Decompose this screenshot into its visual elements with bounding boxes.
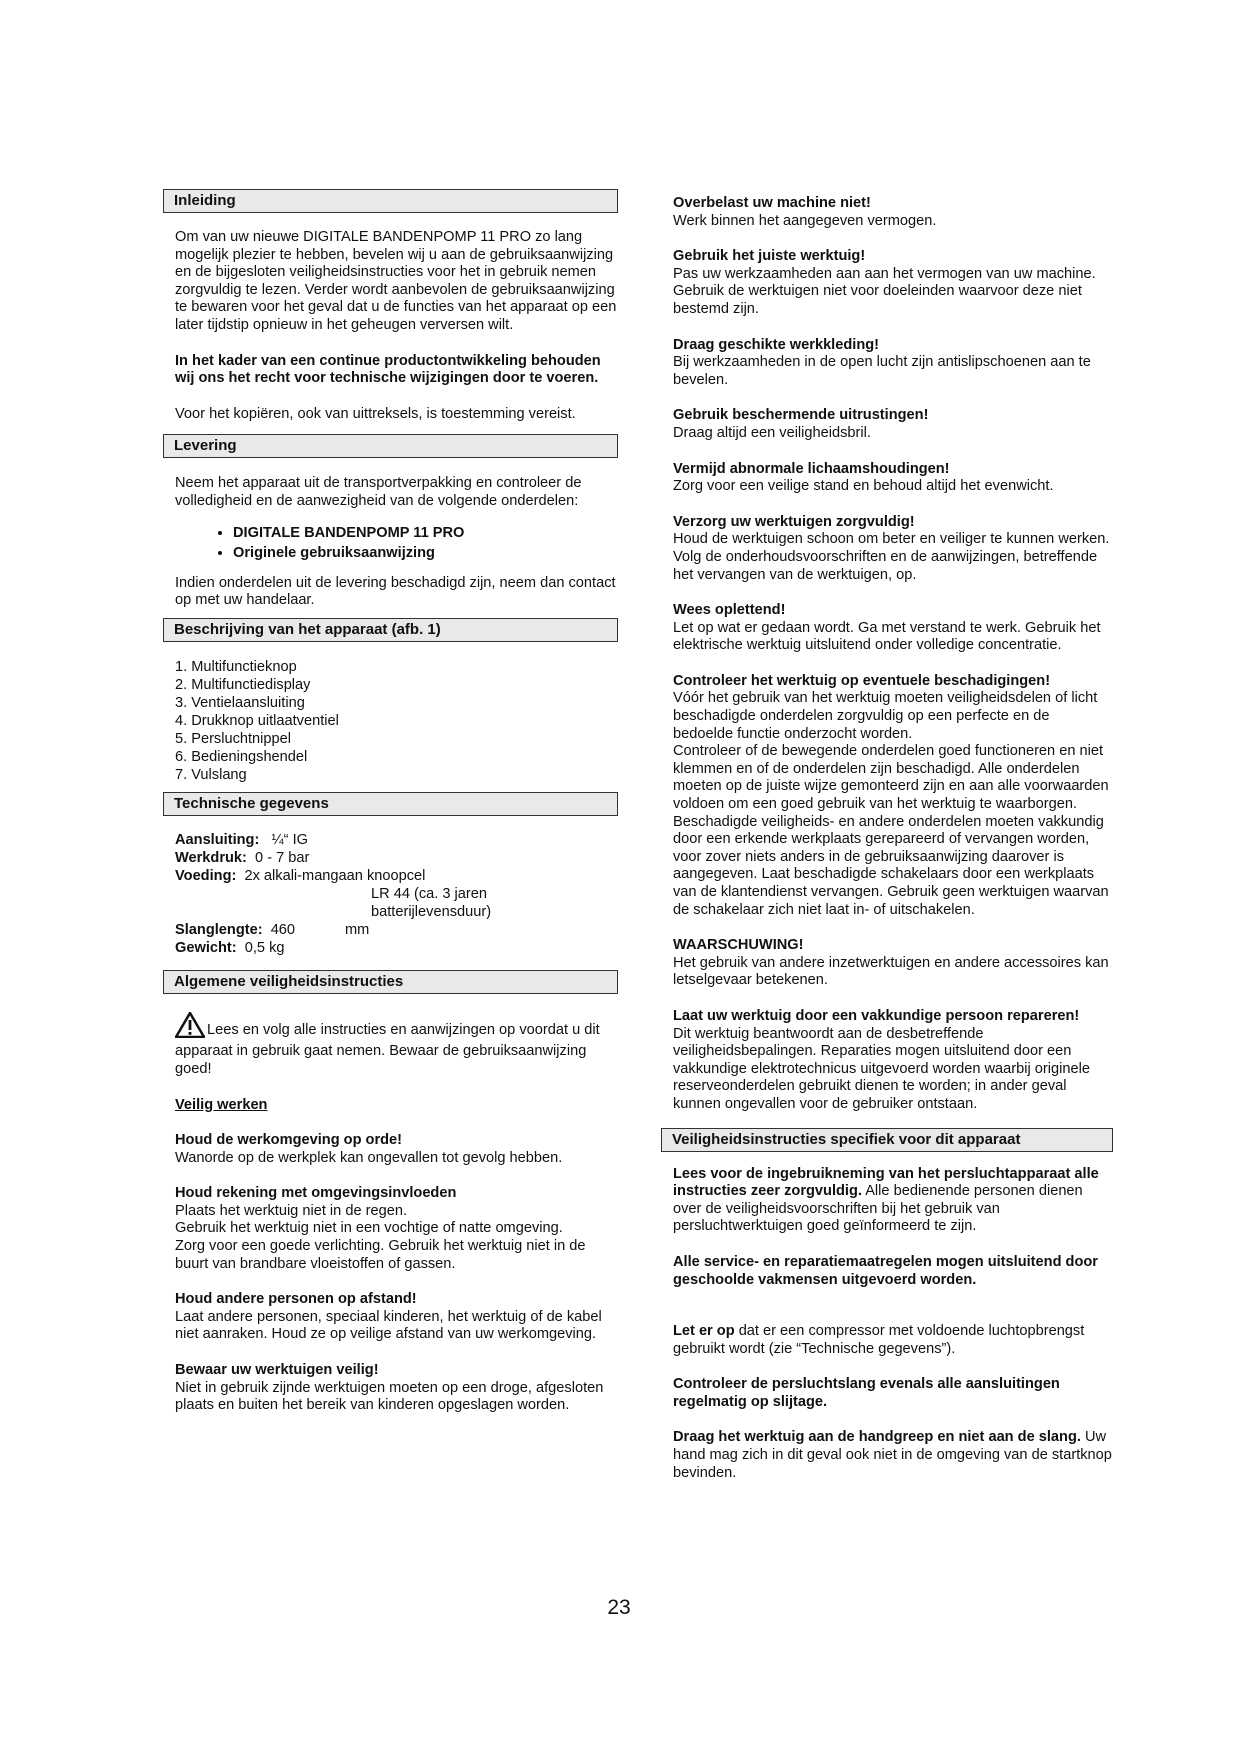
safety-heading: Verzorg uw werktuigen zorgvuldig! — [673, 513, 915, 530]
safety-text: Houd de werktuigen schoon om beter en veiliger te kunnen werken. — [673, 531, 1110, 548]
section-header-delivery: Levering — [163, 434, 618, 458]
safety-text: Niet in gebruik zijnde werktuigen moeten op een droge, afgesloten plaats en buiten het bereik van kinderen opgeslagen worden. — [175, 1379, 604, 1414]
specific-instruction-bold: Lees voor de ingebruikneming van het persluchtapparaat alle instructies zeer zorgvuldig. — [673, 1165, 1099, 1200]
parts-list-item: 1. Multifunctieknop — [175, 658, 297, 675]
specific-instruction — [673, 1429, 1113, 1482]
intro-disclaimer: In het kader van een continue productontwikkeling behouden wij ons het recht voor technische wijzigingen door te voeren. — [175, 352, 601, 387]
safety-heading: Overbelast uw machine niet! — [673, 195, 871, 211]
section-header-technical: Technische gegevens — [163, 792, 618, 816]
warning-triangle-icon — [175, 1012, 205, 1044]
battery-line-2: batterijlevensduur) — [371, 903, 492, 920]
weight-value: 0,5 kg — [244, 939, 285, 956]
safety-text: Het gebruik van andere inzetwerktuigen en andere accessoires kan letselgevaar betekenen. — [673, 954, 1109, 989]
safety-text: Controleer of de bewegende onderdelen goed functioneren en niet klemmen en of de onderdelen zijn beschadigd. Alle onderdelen moeten op de juiste wijze gemonteerd zijn en aan alle voorwaarden voldoen om een goed gebruik van het werktuig te waarborgen. Beschadigde veiligheids- en andere onderdelen moeten vakkundig door een erkende werkplaats gerepareerd of vervangen worden, voor zover niets anders in de gebruiksaanwijzing daarover is aangegeven. Laat beschadigde schakelaars door een werkplaats van de klantendienst vervangen. Gebruik geen werktuigen waarvan de schakelaar zich niet laat in- of uitschakelen. — [673, 743, 1109, 918]
safety-warning-paragraph — [163, 1012, 618, 1079]
specific-instruction-bold: Draag het werktuig aan de handgreep en niet aan de slang. — [673, 1429, 1081, 1446]
hose-length-value: 460 — [270, 921, 296, 938]
connection-value: ¼“ IG — [271, 831, 308, 848]
safety-text: Laat andere personen, speciaal kinderen, het werktuig of de kabel niet aanraken. Houd ze op veilige afstand van uw werkomgeving. — [175, 1308, 602, 1343]
power-label: Voeding: — [175, 867, 237, 884]
delivery-list — [163, 523, 618, 563]
safety-text: Let op wat er gedaan wordt. Ga met verstand te werk. Gebruik het elektrische werktuig uitsluitend onder volledige concentratie. — [673, 619, 1101, 654]
section-header-intro: Inleiding — [163, 189, 618, 213]
parts-list — [163, 658, 618, 784]
safety-heading: Gebruik het juiste werktuig! — [673, 248, 866, 265]
specific-instruction-text: Alle bedienende personen dienen over de veiligheidsvoorschriften bij het gebruik van persluchtwerktuigen goed geïnformeerd te zijn. — [673, 1183, 1083, 1235]
safety-text: Vóór het gebruik van het werktuig moeten veiligheidsdelen of licht beschadigde onderdelen zorgvuldig op een perfecte en de bedoelde functie onderzocht worden. — [673, 690, 1098, 742]
safety-text: Pas uw werkzaamheden aan aan het vermogen van uw machine. Gebruik de werktuigen niet voor doeleinden waarvoor deze niet bestemd zijn. — [673, 265, 1096, 317]
safety-heading: Houd rekening met omgevingsinvloeden — [175, 1185, 457, 1202]
safety-heading: Bewaar uw werktuigen veilig! — [175, 1362, 379, 1379]
specific-instruction-text: dat er een compressor met voldoende luchtopbrengst gebruikt wordt (zie “Technische gegevens”). — [673, 1323, 1085, 1357]
intro-copyright: Voor het kopiëren, ook van uittreksels, is toestemming vereist. — [175, 405, 576, 422]
safety-text: Gebruik het werktuig niet in een vochtige of natte omgeving. — [175, 1220, 563, 1237]
safety-heading: Controleer het werktuig op eventuele beschadigingen! — [673, 672, 1051, 689]
safety-heading: Houd de werkomgeving op orde! — [175, 1132, 403, 1149]
hose-length-label: Slanglengte: — [175, 921, 263, 938]
section-header-specific-safety: Veiligheidsinstructies specifiek voor dit apparaat — [661, 1128, 1113, 1152]
parts-list-item: 3. Ventielaansluiting — [175, 694, 305, 711]
safe-work-heading: Veilig werken — [175, 1096, 268, 1113]
safety-heading: Houd andere personen op afstand! — [175, 1291, 417, 1308]
safety-text: Bij werkzaamheden in de open lucht zijn antislipschoenen aan te bevelen. — [673, 354, 1091, 388]
parts-list-item: 5. Persluchtnippel — [175, 730, 292, 747]
safety-heading: Wees oplettend! — [673, 602, 786, 619]
specific-instruction-bold: Let er op — [673, 1323, 735, 1340]
intro-paragraph: Om van uw nieuwe DIGITALE BANDENPOMP 11 PRO zo lang mogelijk plezier te hebben, bevelen wij u aan de gebruiksaanwijzing en de bijgesloten veiligheidsinstructies voor het in gebruik nemen zorgvuldig te lezen. Verder wordt aanbevolen de gebruiksaanwijzing te bewaren voor het geval dat u de functies van het apparaat op een later tijdstip opnieuw in het geheugen verversen wilt. — [175, 229, 617, 333]
safety-heading: Laat uw werktuig door een vakkundige persoon repareren! — [673, 1007, 1080, 1024]
specific-instruction: Alle service- en reparatiemaatregelen mogen uitsluitend door geschoolde vakmensen uitgevoerd worden. — [673, 1253, 1098, 1288]
delivery-damage-note: Indien onderdelen uit de levering beschadigd zijn, neem dan contact op met uw handelaar. — [175, 574, 616, 609]
safety-heading: Draag geschikte werkkleding! — [673, 336, 880, 353]
pressure-value: 0 - 7 bar — [255, 849, 310, 866]
safety-text: Zorg voor een goede verlichting. Gebruik het werktuig niet in de buurt van brandbare vloeistoffen of gassen. — [175, 1238, 586, 1272]
page-number: 23 — [607, 1596, 631, 1619]
delivery-paragraph: Neem het apparaat uit de transportverpakking en controleer de volledigheid en de aanwezigheid van de volgende onderdelen: — [175, 475, 582, 509]
safety-warning-text: Lees en volg alle instructies en aanwijzingen op voordat u dit apparaat in gebruik gaat nemen. Bewaar de gebruiksaanwijzing goed! — [175, 1021, 600, 1077]
delivery-item: • Originele gebruiksaanwijzing — [233, 543, 618, 563]
technical-data — [163, 832, 618, 958]
safety-heading: Vermijd abnormale lichaamshoudingen! — [673, 460, 950, 477]
safety-text: Dit werktuig beantwoordt aan de desbetreffende veiligheidsbepalingen. Reparaties mogen uitsluitend door een vakkundige elektrotechnicus uitgevoerd worden waarbij originele reserveonderdelen gebruikt dienen te worden; in ander geval kunnen ongevallen voor de gebruiker ontstaan. — [673, 1025, 1090, 1112]
specific-instruction: Controleer de persluchtslang evenals alle aansluitingen regelmatig op slijtage. — [673, 1376, 1060, 1410]
left-column — [163, 189, 618, 1415]
section-header-description: Beschrijving van het apparaat (afb. 1) — [163, 618, 618, 642]
pressure-label: Werkdruk: — [175, 849, 247, 866]
parts-list-item: 7. Vulslang — [175, 766, 247, 783]
warning-heading: WAARSCHUWING! — [673, 937, 804, 954]
connection-label: Aansluiting: — [175, 831, 260, 848]
right-column — [673, 195, 1113, 1482]
safety-text: Plaats het werktuig niet in de regen. — [175, 1202, 408, 1219]
safety-text: Zorg voor een veilige stand en behoud altijd het evenwicht. — [673, 478, 1054, 495]
safety-text: Wanorde op de werkplek kan ongevallen tot gevolg hebben. — [175, 1149, 563, 1166]
hose-length-unit: mm — [345, 921, 370, 938]
safety-text: Werk binnen het aangegeven vermogen. — [673, 212, 937, 229]
parts-list-item: 2. Multifunctiedisplay — [175, 676, 311, 693]
battery-line-1: LR 44 (ca. 3 jaren — [371, 885, 488, 902]
safety-text: Draag altijd een veiligheidsbril. — [673, 424, 871, 441]
parts-list-item: 6. Bedieningshendel — [175, 748, 308, 765]
section-header-safety: Algemene veiligheidsinstructies — [163, 970, 618, 994]
weight-label: Gewicht: — [175, 939, 237, 956]
safety-heading: Gebruik beschermende uitrustingen! — [673, 407, 929, 424]
parts-list-item: 4. Drukknop uitlaatventiel — [175, 712, 339, 729]
specific-instruction-text: Uw hand mag zich in dit geval ook niet in de omgeving van de startknop bevinden. — [673, 1429, 1112, 1481]
specific-instruction — [673, 1166, 1113, 1236]
power-value: 2x alkali-mangaan knoopcel — [244, 867, 426, 884]
specific-instruction — [673, 1323, 1113, 1358]
delivery-item: • DIGITALE BANDENPOMP 11 PRO — [233, 523, 618, 543]
safety-text: Volg de onderhoudsvoorschriften en de aanwijzingen, betreffende het vervangen van de werktuigen, op. — [673, 548, 1098, 583]
